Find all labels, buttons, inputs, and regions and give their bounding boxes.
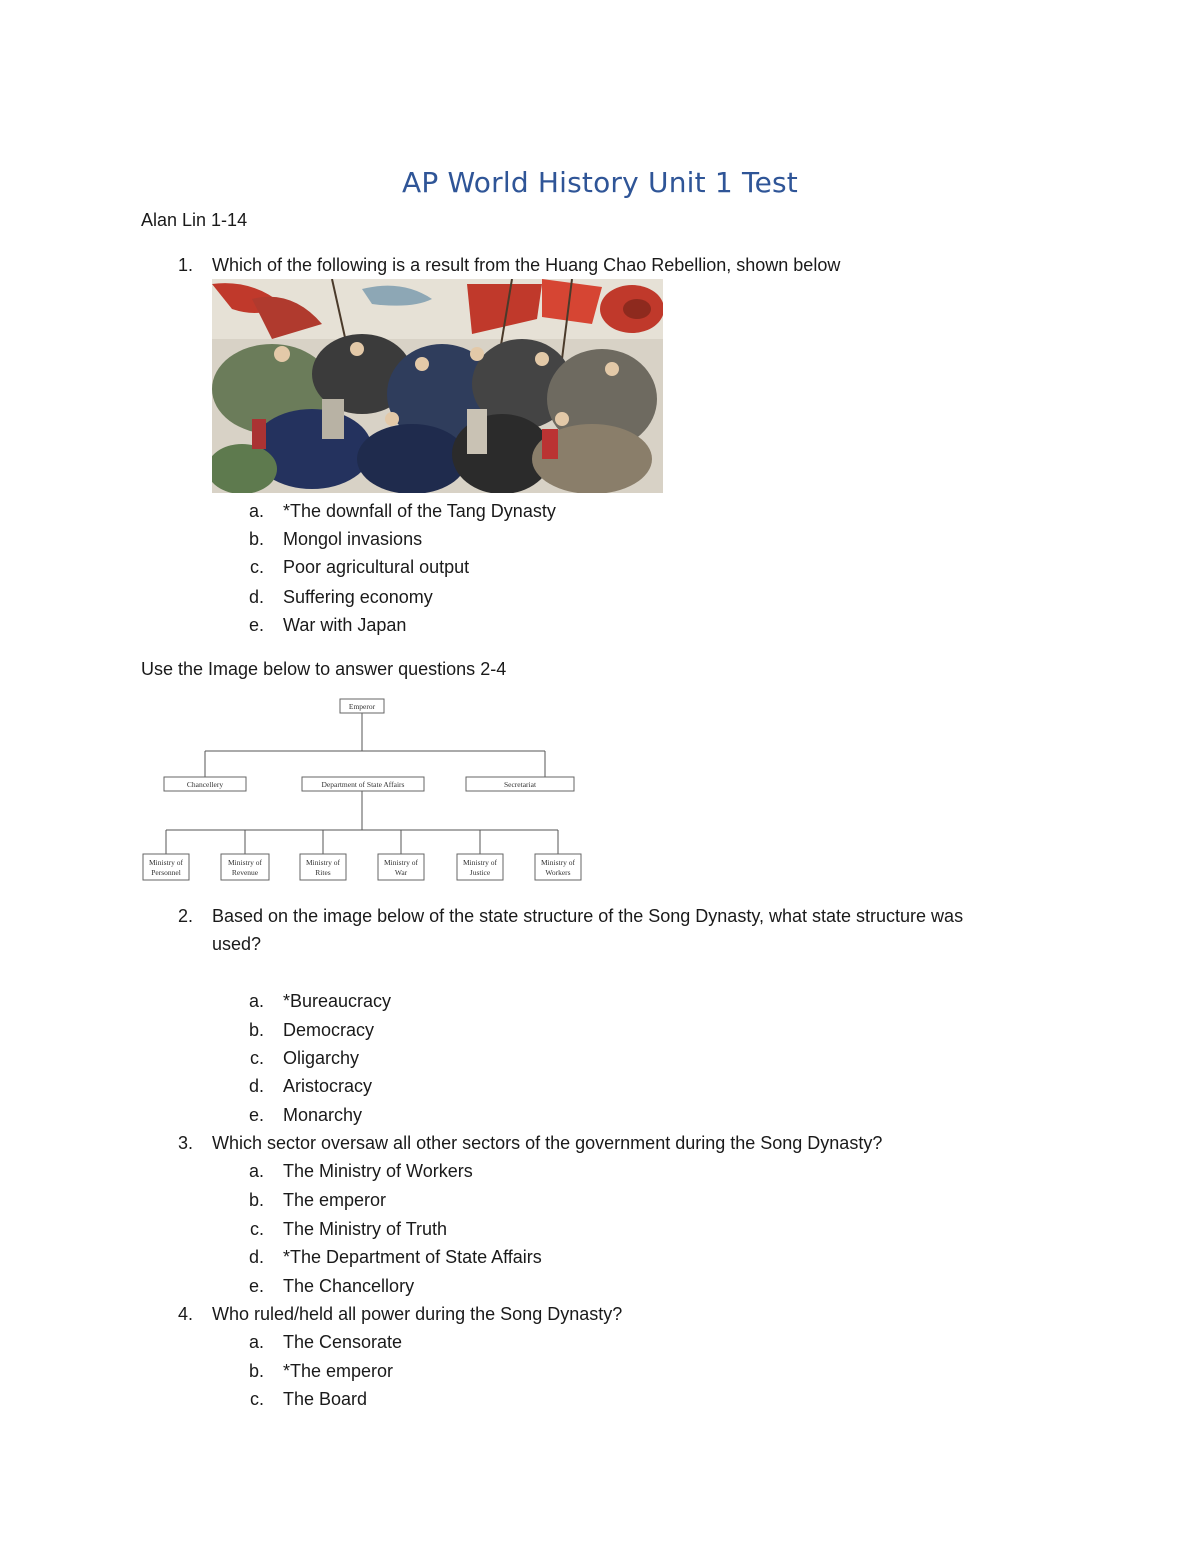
option-text: Democracy <box>283 1020 375 1040</box>
option-text: Monarchy <box>283 1105 363 1125</box>
option-text: *The downfall of the Tang Dynasty <box>283 501 556 521</box>
org-label-ministry-name: Rites <box>315 868 331 877</box>
author-line: Alan Lin 1-14 <box>141 210 248 230</box>
org-label-ministry-name: Workers <box>545 868 571 877</box>
org-label-ministry: Ministry of <box>541 858 575 867</box>
option-letter: b. <box>248 1190 264 1210</box>
option-letter: e. <box>248 1105 264 1125</box>
option-letter: d. <box>248 587 264 607</box>
option-text: The Board <box>283 1389 368 1409</box>
option-text: *The emperor <box>283 1361 394 1381</box>
org-label-ministry-name: Justice <box>469 868 491 877</box>
option-text: Suffering economy <box>283 587 433 607</box>
option-letter: c. <box>249 1389 264 1409</box>
option-text: The Chancellory <box>283 1276 415 1296</box>
option-text: The Ministry of Workers <box>283 1161 473 1181</box>
org-label-chancellery: Chancellery <box>186 780 224 789</box>
question-number: 3. <box>177 1133 193 1153</box>
option-letter: a. <box>248 501 264 521</box>
org-label-ministry: Ministry of <box>149 858 183 867</box>
option-text: *Bureaucracy <box>283 991 392 1011</box>
option-letter: e. <box>248 1276 264 1296</box>
org-label-ministry: Ministry of <box>463 858 497 867</box>
document-title: AP World History Unit 1 Test <box>402 166 798 199</box>
question-text: Which sector oversaw all other sectors of the government during the Song Dynasty? <box>212 1133 883 1153</box>
question-text: Based on the image below of the state structure of the Song Dynasty, what state structure was <box>212 906 964 926</box>
option-text: The Ministry of Truth <box>283 1219 448 1239</box>
option-text: The Censorate <box>283 1332 403 1352</box>
option-letter: a. <box>248 1161 264 1181</box>
question-number: 2. <box>177 906 193 926</box>
option-text: The emperor <box>283 1190 387 1210</box>
question-number: 1. <box>177 255 193 275</box>
option-letter: c. <box>249 557 264 577</box>
org-label-state-affairs: Department of State Affairs <box>321 780 405 789</box>
option-text: *The Department of State Affairs <box>283 1247 542 1267</box>
org-label-ministry: Ministry of <box>384 858 418 867</box>
option-text: Oligarchy <box>283 1048 360 1068</box>
option-text: Mongol invasions <box>283 529 423 549</box>
org-label-ministry: Ministry of <box>228 858 262 867</box>
org-label-secretariat: Secretariat <box>503 780 537 789</box>
instruction-text: Use the Image below to answer questions 2-4 <box>141 659 507 679</box>
question-text: Which of the following is a result from the Huang Chao Rebellion, shown below <box>212 255 841 275</box>
song-dynasty-org-chart <box>140 694 590 886</box>
org-label-ministry: Ministry of <box>306 858 340 867</box>
question-number: 4. <box>177 1304 193 1324</box>
option-letter: d. <box>248 1247 264 1267</box>
option-letter: d. <box>248 1076 264 1096</box>
option-letter: c. <box>249 1048 264 1068</box>
org-label-ministry-name: Personnel <box>151 868 181 877</box>
org-label-ministry-name: Revenue <box>231 868 259 877</box>
option-text: Poor agricultural output <box>283 557 470 577</box>
option-letter: b. <box>248 529 264 549</box>
option-text: War with Japan <box>283 615 407 635</box>
org-label-ministry-name: War <box>394 868 408 877</box>
org-label-emperor: Emperor <box>348 702 376 711</box>
option-text: Aristocracy <box>283 1076 373 1096</box>
option-letter: b. <box>248 1361 264 1381</box>
option-letter: e. <box>248 615 264 635</box>
option-letter: a. <box>248 991 264 1011</box>
huang-chao-rebellion-painting <box>212 279 663 493</box>
option-letter: b. <box>248 1020 264 1040</box>
question-text: Who ruled/held all power during the Song Dynasty? <box>212 1304 623 1324</box>
option-letter: a. <box>248 1332 264 1352</box>
option-letter: c. <box>249 1219 264 1239</box>
question-text-continued: used? <box>212 934 262 954</box>
